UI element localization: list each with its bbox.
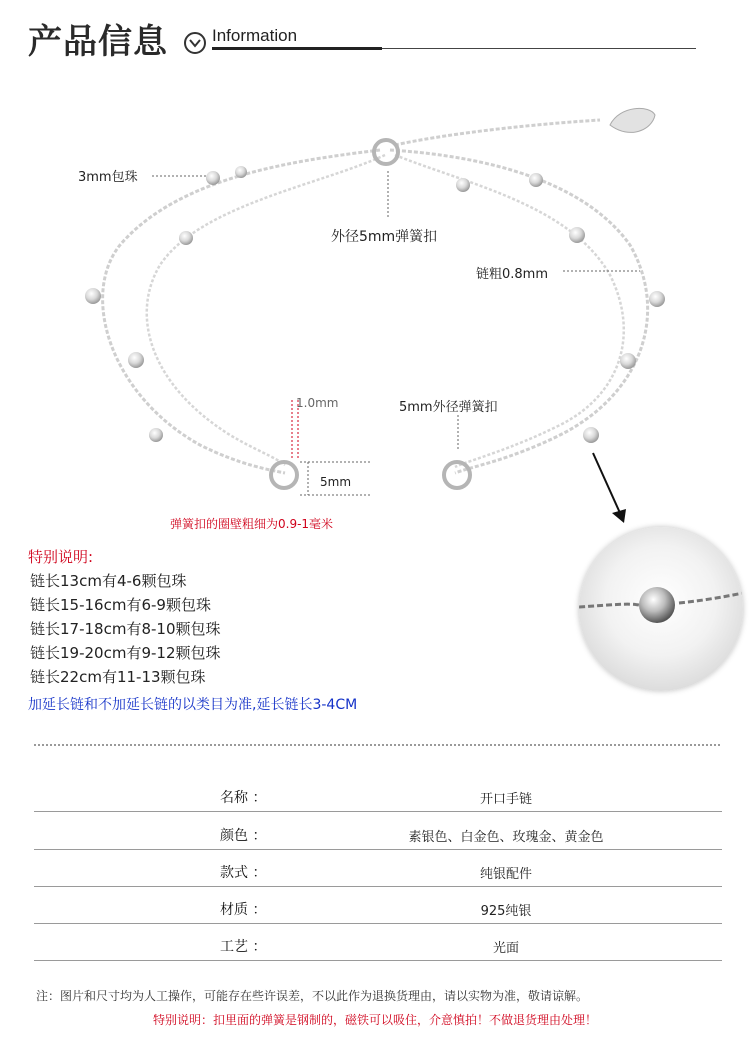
chevron-down-icon [184,32,206,54]
page-title: 产品信息 [28,22,168,62]
note-line: 链长15-16cm有6-9颗包珠 [30,596,211,614]
disclaimer-text: 注：图片和尺寸均为人工操作，可能存在些许误差，不以此作为退换货理由，请以实物为准，敬请谅解。 [36,989,589,1003]
spec-row-name [34,775,722,812]
section-divider [34,744,720,746]
header-divider [382,48,696,49]
bead-zoom-image [579,527,743,691]
spec-label: 工艺 ： [220,939,267,955]
header-underline [212,47,382,50]
spec-value: 925纯银 [480,904,532,919]
note-line: 链长13cm有4-6颗包珠 [30,572,187,590]
bead-size-label: 3mm包珠 [78,170,138,185]
spec-value: 光面 [492,941,519,956]
spec-row-color [34,813,722,850]
spec-value: 素银色、白金色、玫瑰金、黄金色 [408,830,604,845]
clasp-size-label: 外径5mm弹簧扣 [331,229,438,245]
notes-list [30,570,221,690]
ring-note: 弹簧扣的圈壁粗细为0.9-1毫米 [170,517,334,531]
spec-value: 纯银配件 [479,867,532,882]
spec-row-style [34,850,722,887]
section-subtitle: Information [212,26,298,45]
note-line: 链长22cm有11-13颗包珠 [30,668,206,686]
warning-text: 特别说明：扣里面的弹簧是钢制的，磁铁可以吸住，介意慎拍！不做退货理由处理！ [152,1013,597,1027]
ring-size-label: 5mm [320,475,352,489]
clasp-size-label-2: 5mm外径弹簧扣 [399,400,498,415]
spec-value: 开口手链 [479,792,532,807]
spec-label: 颜色 ： [220,828,267,844]
note-line: 链长17-18cm有8-10颗包珠 [30,620,221,638]
ring-thickness-label: 1.0mm [296,396,339,410]
notes-title: 特别说明: [28,548,94,566]
spec-label: 材质 ： [220,902,267,918]
spec-label: 名称 ： [220,790,267,806]
bracelet-image [0,95,750,535]
extension-note: 加延长链和不加延长链的以类目为准,延长链长3-4CM [28,697,358,713]
spec-row-material [34,887,722,924]
spec-row-craft [34,924,722,961]
chain-thickness-label: 链粗0.8mm [476,267,549,282]
spec-label: 款式 ： [220,865,267,881]
note-line: 链长19-20cm有9-12颗包珠 [30,644,221,662]
